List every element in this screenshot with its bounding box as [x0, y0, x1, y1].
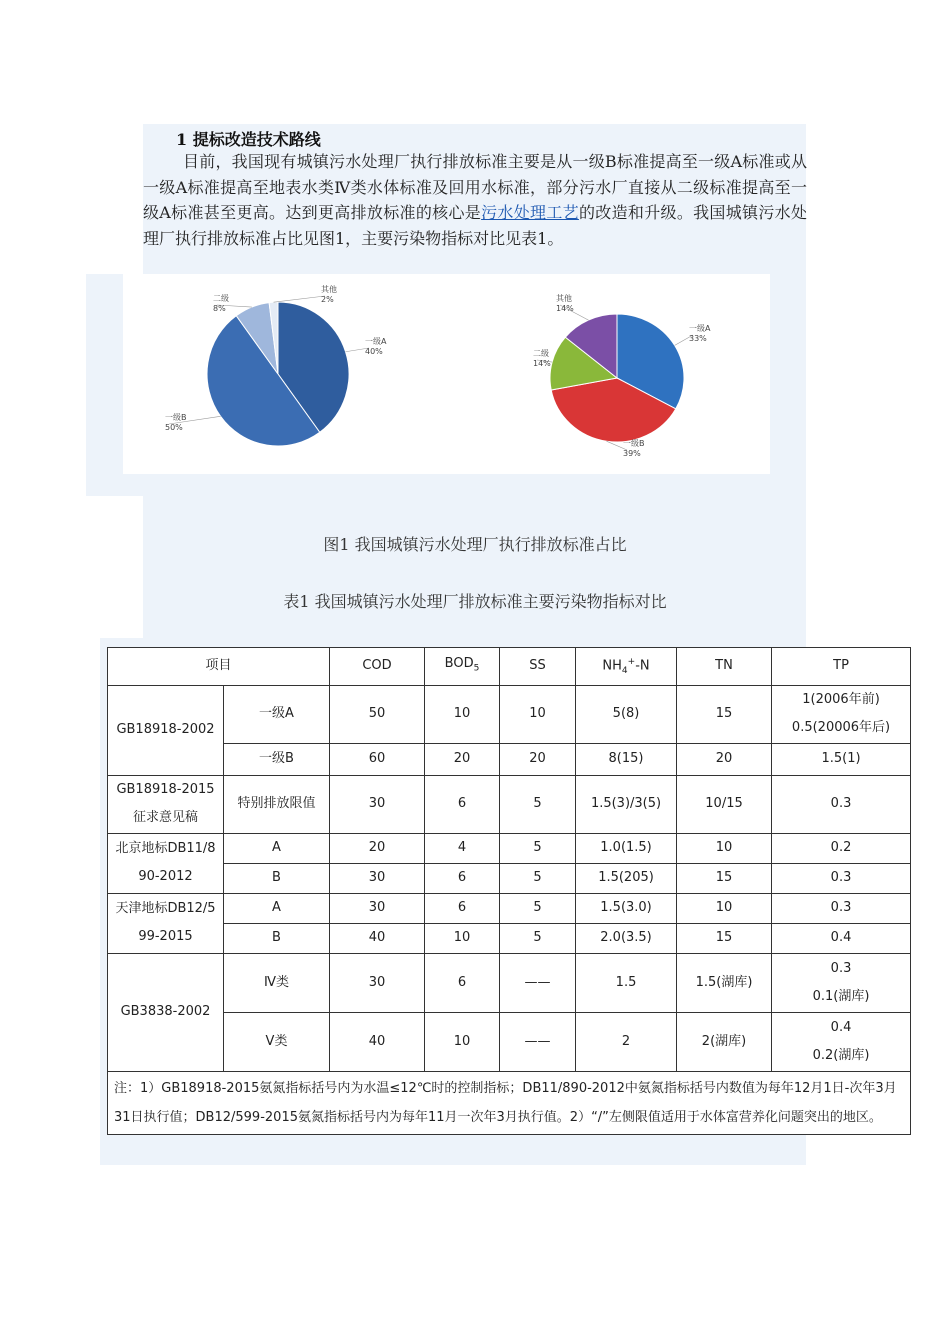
- value-cell: 2.0(3.5): [576, 923, 677, 953]
- header-tp: TP: [772, 648, 911, 686]
- value-cell: ——: [500, 1012, 576, 1071]
- header-tn: TN: [677, 648, 772, 686]
- pie1-leader-3: [274, 296, 325, 302]
- pie1-label-1: 一级B: [165, 413, 187, 422]
- value-cell: 0.3 0.1(湖库): [772, 953, 911, 1012]
- table-note: 注：1）GB18918-2015氨氮指标括号内为水温≤12℃时的控制指标；DB11/890-2012中氨氮指标括号内数值为每年12月1日-次年3月31日执行值；DB12/599-2015氨氮指标括号内为每年11月一次年3月执行值。2）“/”左侧限值适用于水体富营养化问题突出的地区。: [108, 1071, 911, 1134]
- grade-cell: 一级B: [224, 743, 330, 775]
- pie2-label-2: 二级: [533, 349, 549, 358]
- value-cell: 50: [330, 685, 425, 743]
- value-cell: 5: [500, 923, 576, 953]
- value-cell: 0.4: [772, 923, 911, 953]
- value-cell: 2(湖库): [677, 1012, 772, 1071]
- grade-cell: Ⅳ类: [224, 953, 330, 1012]
- value-cell: 20: [500, 743, 576, 775]
- pie2-label-3: 其他: [556, 294, 572, 303]
- pie-charts-svg: [123, 274, 770, 474]
- value-cell: 6: [425, 863, 500, 893]
- pie2-pct-1: 39%: [623, 449, 641, 458]
- pie2-pct-3: 14%: [556, 304, 574, 313]
- table-row: [108, 775, 911, 833]
- value-cell: 30: [330, 775, 425, 833]
- value-cell: 60: [330, 743, 425, 775]
- value-cell: 6: [425, 775, 500, 833]
- value-cell: 10/15: [677, 775, 772, 833]
- paragraph-text-1: 目前，我国现有城镇污水处理厂执行排放标准主要是从一级B标准提高至一级A标准或从一级A标准提高至地表水类Ⅳ类水体标准及回用水标准，部分污水厂直接从二级标准提高至一级A标准甚至更高。达到更高排放标准的核心是: [143, 152, 807, 222]
- value-cell: 30: [330, 893, 425, 923]
- value-cell: 1.5: [576, 953, 677, 1012]
- value-cell: 1(2006年前) 0.5(20006年后): [772, 685, 911, 743]
- pie1-pct-2: 8%: [213, 304, 226, 313]
- value-cell: 15: [677, 923, 772, 953]
- table-row: [108, 953, 911, 1012]
- header-bod5: $BOD_5$: [425, 648, 500, 686]
- table-row: [108, 863, 911, 893]
- value-cell: 30: [330, 953, 425, 1012]
- value-cell: 4: [425, 833, 500, 863]
- table-row: [108, 923, 911, 953]
- header-cod: COD: [330, 648, 425, 686]
- value-cell: 1.5(湖库): [677, 953, 772, 1012]
- highlight-bg-captions: [143, 496, 806, 638]
- value-cell: 6: [425, 893, 500, 923]
- table-row: [108, 685, 911, 743]
- value-cell: 0.3: [772, 893, 911, 923]
- pie2-label-0: 一级A: [689, 324, 711, 333]
- grade-cell: B: [224, 863, 330, 893]
- value-cell: 0.3: [772, 863, 911, 893]
- pie2-pct-0: 33%: [689, 334, 707, 343]
- standard-name: GB18918-2015 征求意见稿: [108, 775, 224, 833]
- value-cell: 5: [500, 893, 576, 923]
- value-cell: 2: [576, 1012, 677, 1071]
- value-cell: 20: [677, 743, 772, 775]
- pie1-label-3: 其他: [321, 285, 337, 294]
- wastewater-process-link[interactable]: 污水处理工艺: [481, 203, 579, 222]
- value-cell: 10: [677, 893, 772, 923]
- value-cell: 40: [330, 923, 425, 953]
- value-cell: 10: [425, 1012, 500, 1071]
- grade-cell: A: [224, 833, 330, 863]
- table-row: [108, 893, 911, 923]
- header-ss: SS: [500, 648, 576, 686]
- value-cell: 1.5(3.0): [576, 893, 677, 923]
- pie1-pct-1: 50%: [165, 423, 183, 432]
- value-cell: 10: [500, 685, 576, 743]
- standard-name: GB18918-2002: [108, 685, 224, 775]
- intro-paragraph: [143, 149, 807, 251]
- value-cell: 6: [425, 953, 500, 1012]
- standard-name: 天津地标DB12/5 99-2015: [108, 893, 224, 953]
- value-cell: 1.5(3)/3(5): [576, 775, 677, 833]
- standard-name: 北京地标DB11/8 90-2012: [108, 833, 224, 893]
- value-cell: 40: [330, 1012, 425, 1071]
- grade-cell: B: [224, 923, 330, 953]
- table-row: [108, 1012, 911, 1071]
- value-cell: 1.5(205): [576, 863, 677, 893]
- standards-table-wrap: [107, 647, 910, 1135]
- pie1-label-2: 二级: [213, 294, 229, 303]
- value-cell: 5: [500, 775, 576, 833]
- standards-table: [107, 647, 911, 1135]
- table-row: [108, 743, 911, 775]
- value-cell: 8(15): [576, 743, 677, 775]
- standard-name: GB3838-2002: [108, 953, 224, 1071]
- value-cell: 15: [677, 685, 772, 743]
- value-cell: 15: [677, 863, 772, 893]
- value-cell: 5(8): [576, 685, 677, 743]
- grade-cell: Ⅴ类: [224, 1012, 330, 1071]
- pie1-pct-0: 40%: [365, 347, 383, 356]
- pie2-pct-2: 14%: [533, 359, 551, 368]
- value-cell: 10: [425, 923, 500, 953]
- value-cell: 1.0(1.5): [576, 833, 677, 863]
- table-row: [108, 833, 911, 863]
- grade-cell: A: [224, 893, 330, 923]
- value-cell: 1.5(1): [772, 743, 911, 775]
- value-cell: 5: [500, 833, 576, 863]
- value-cell: 5: [500, 863, 576, 893]
- table-caption: 表1 我国城镇污水处理厂排放标准主要污染物指标对比: [283, 592, 667, 611]
- value-cell: 10: [677, 833, 772, 863]
- value-cell: 0.2: [772, 833, 911, 863]
- value-cell: 0.4 0.2(湖库): [772, 1012, 911, 1071]
- header-nh4n: $NH_4^+-N$: [576, 648, 677, 686]
- value-cell: 30: [330, 863, 425, 893]
- figure-caption: 图1 我国城镇污水处理厂执行排放标准占比: [323, 535, 627, 554]
- value-cell: 20: [330, 833, 425, 863]
- grade-cell: 特别排放限值: [224, 775, 330, 833]
- header-item: 项目: [108, 648, 330, 686]
- pie1-label-0: 一级A: [365, 337, 387, 346]
- table-note-row: [108, 1071, 911, 1134]
- table-header-row: [108, 648, 911, 686]
- section-heading: 1 提标改造技术路线: [176, 130, 321, 149]
- value-cell: ——: [500, 953, 576, 1012]
- pie1-pct-3: 2%: [321, 295, 334, 304]
- value-cell: 20: [425, 743, 500, 775]
- paragraph-text-2: 的改造和升级。我国城镇污水处理厂执行排放标准占比见图1，主要污染物指标对比见表1。: [143, 203, 807, 248]
- value-cell: 10: [425, 685, 500, 743]
- pie2-label-1: 一级B: [623, 439, 645, 448]
- grade-cell: 一级A: [224, 685, 330, 743]
- pie-charts-panel: [123, 274, 770, 474]
- value-cell: 0.3: [772, 775, 911, 833]
